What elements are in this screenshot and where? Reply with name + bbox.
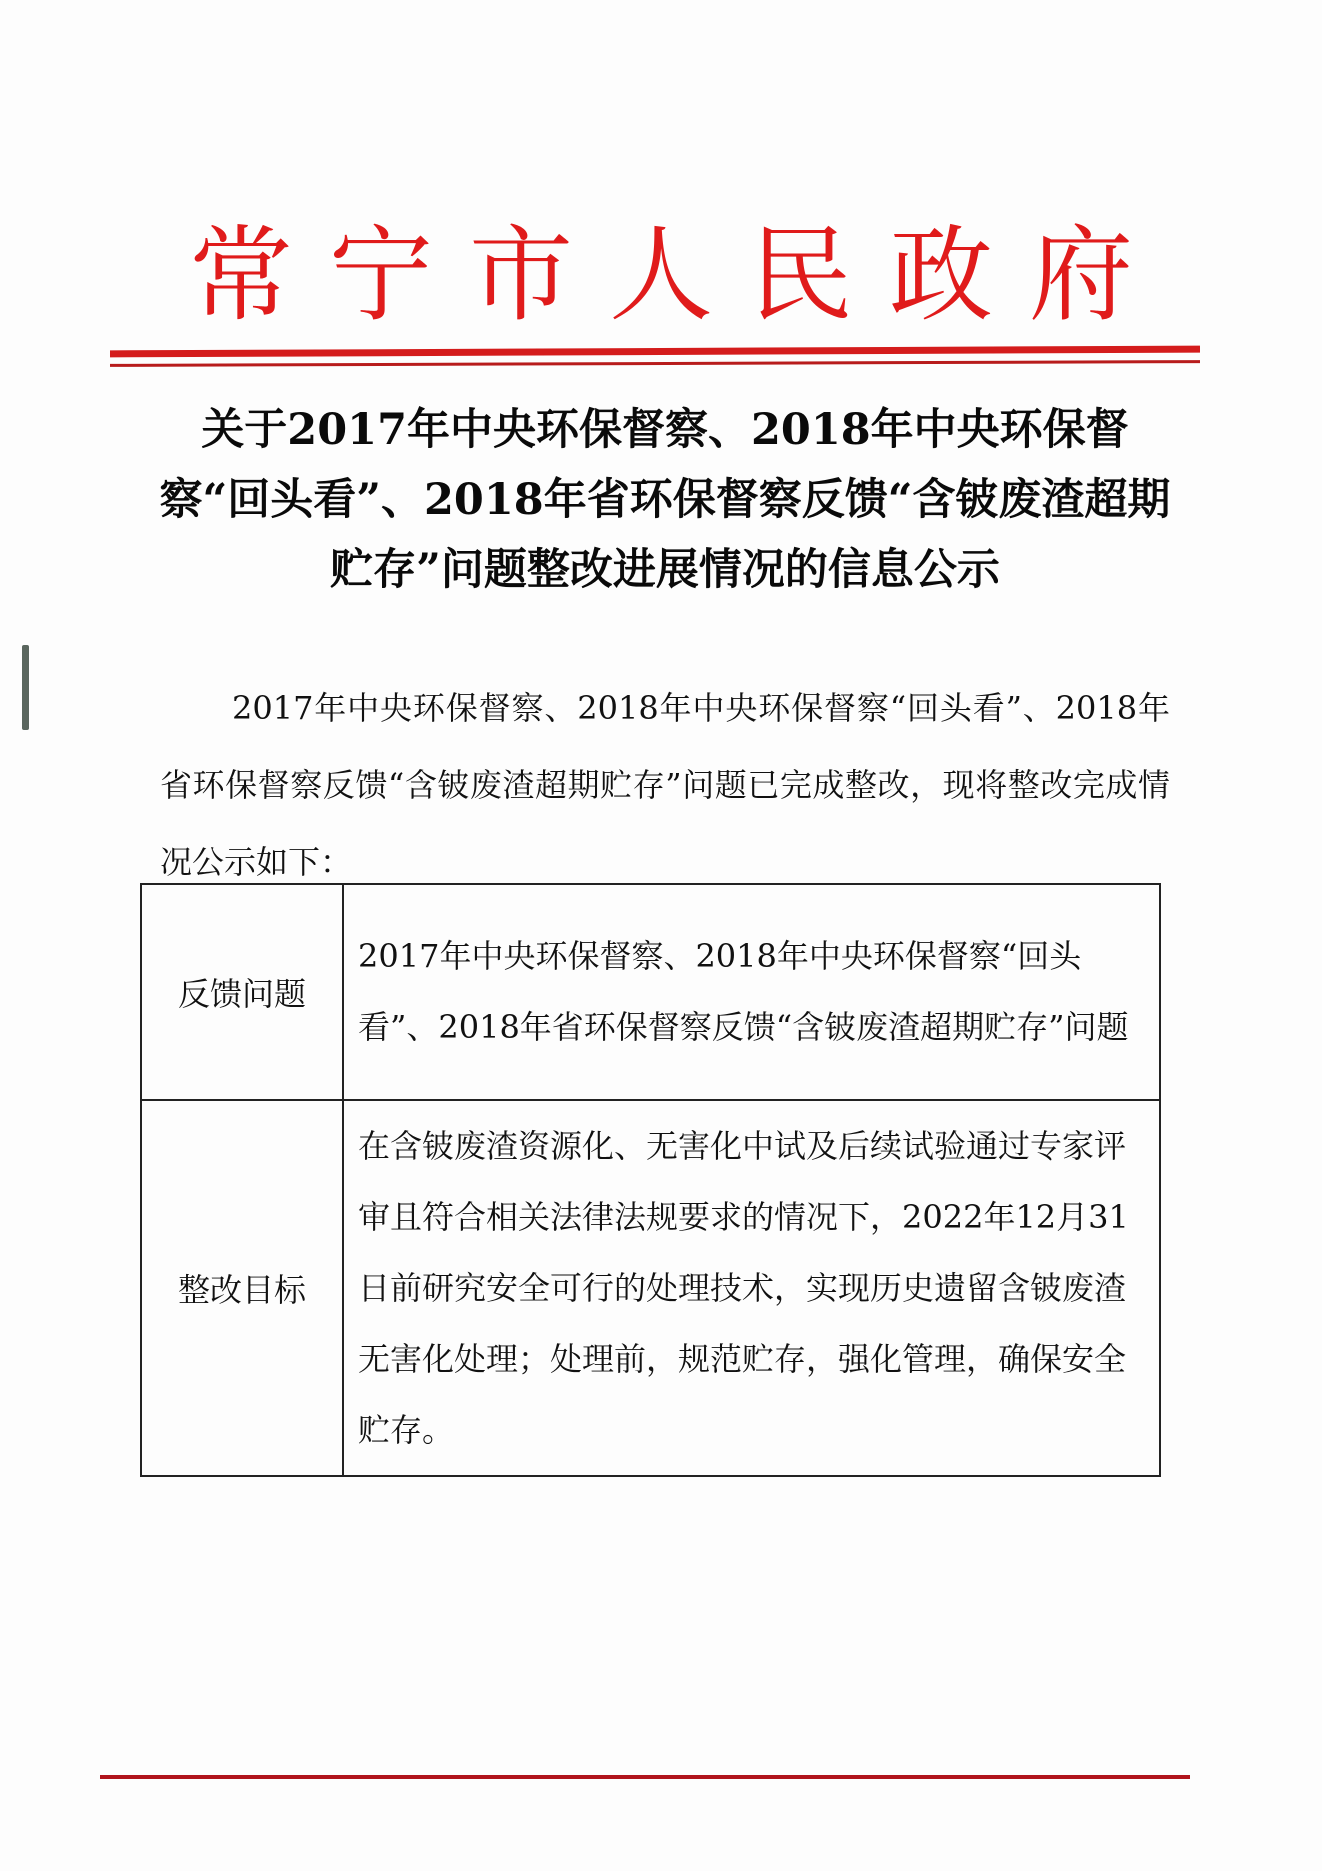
row-label-feedback-issue: 反馈问题 [141,884,343,1100]
intro-paragraph: 2017年中央环保督察、2018年中央环保督察“回头看”、2018年省环保督察反馈“含铍废渣超期贮存”问题已完成整改，现将整改完成情况公示如下： [160,689,1170,881]
issuer-masthead: 常宁市人民政府 [188,214,1169,336]
masthead-rule-thin [110,360,1200,367]
masthead-rule-thick [110,346,1200,358]
row-label-rectification-goal: 整改目标 [141,1100,343,1476]
info-table [140,883,1161,1477]
table-row [141,1100,1160,1476]
row-content-rectification-goal: 在含铍废渣资源化、无害化中试及后续试验通过专家评审且符合相关法律法规要求的情况下，2022年12月31日前研究安全可行的处理技术，实现历史遗留含铍废渣无害化处理；处理前，规范贮存，强化管理，确保安全贮存。 [343,1100,1160,1476]
table-row [141,884,1160,1100]
row-content-feedback-issue: 2017年中央环保督察、2018年中央环保督察“回头看”、2018年省环保督察反馈“含铍废渣超期贮存”问题 [343,884,1160,1100]
footer-rule [100,1775,1190,1779]
staple-mark [22,645,29,730]
document-title: 关于2017年中央环保督察、2018年中央环保督察“回头看”、2018年省环保督察反馈“含铍废渣超期贮存”问题整改进展情况的信息公示 [159,405,1171,595]
